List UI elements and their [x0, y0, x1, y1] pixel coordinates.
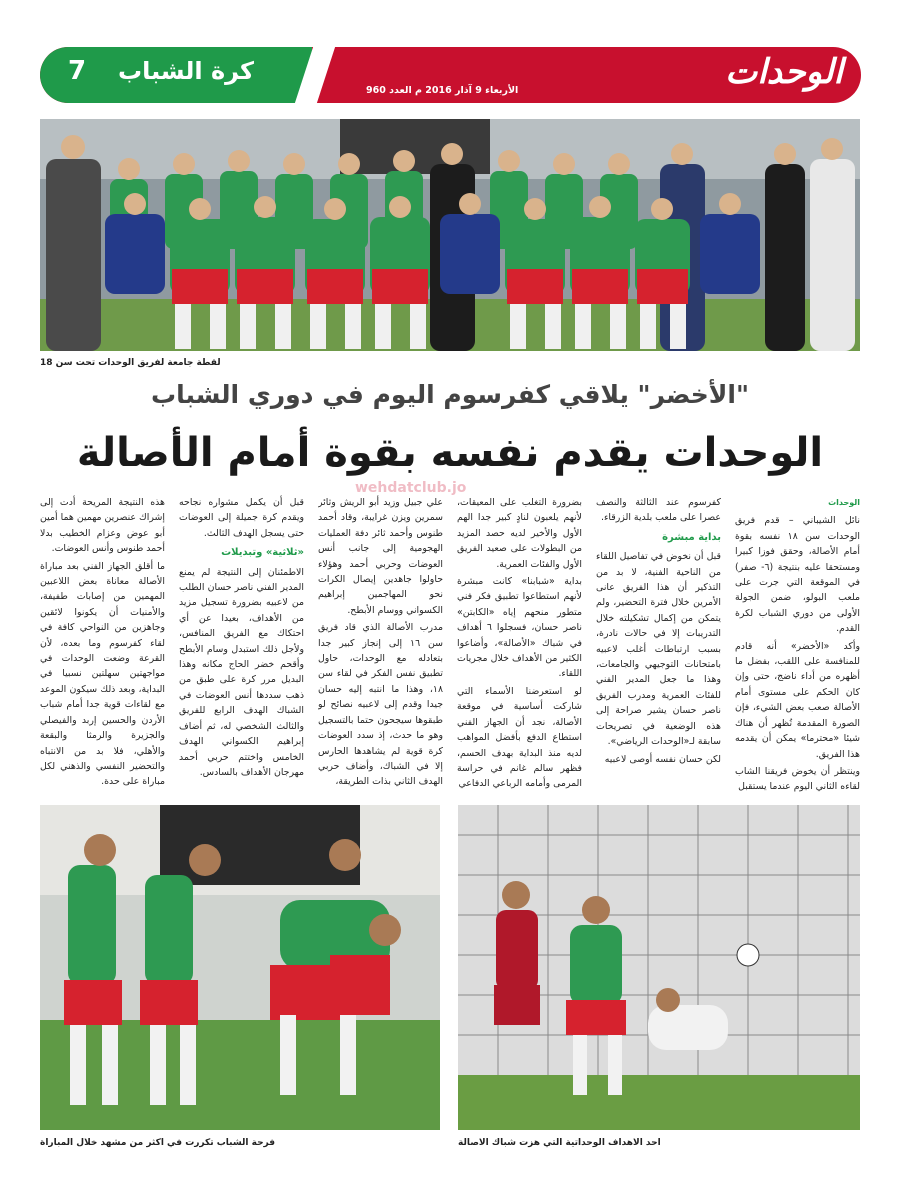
section-title: كرة الشباب: [118, 57, 254, 85]
article-column-4: [318, 495, 443, 795]
article-body: [40, 495, 860, 795]
paragraph: بداية «شبابنا» كانت مبشرة لأنهم استطاعوا تطبيق فكر فني متطور منحهم إياه «الكابتن» ناصر حسان، فسجلوا ٦ أهداف في شباك «الأصالة»، وأضاعوا الكثير من الأهداف خلال مجريات اللقاء.: [457, 576, 582, 680]
paragraph: لكن حسان نفسه أوصى لاعبيه: [604, 753, 721, 765]
paragraph: بضرورة التغلب على المعيقات، لأنهم يلعبون لنادٍ كبير جدا الهم الأول والأخير لديه حصد المزيد من البطولات على صعيد الفريق الأول والفئات العمرية.: [457, 497, 582, 570]
paragraph: علي جبيل وزيد أبو الريش وثائر سمرين ويزن غرايبة، وقاد أحمد طنوس وأحمد ثائر دفة العمليات الهجومية إلى جانب أنس العوضات وحربي أحمد وهؤلاء حاولوا جاهدين إيصال الكرات نحو المهاجمين إبراهيم الكسواني ووسام الأبطح.: [318, 497, 443, 616]
article-kicker: "الأخضر" يلاقي كفرسوم اليوم في دوري الشباب: [151, 380, 749, 409]
brand-logo-text: الوحدات: [725, 52, 843, 92]
paragraph: لو استعرضنا الأسماء التي شاركت أساسية في موقعة الأصالة، نجد أن الجهاز الفني استطاع الدفع بأفضل المواهب لديه منذ البداية بهدف الحسم، فظهر سالم غانم في حراسة المرمى وأمامه الرباعي الدفاعي: [457, 685, 582, 790]
article-subheading: بداية مبشرة: [662, 531, 721, 543]
paragraph: وأكد «الأخضر» أنه قادم للمنافسة على اللقب، بفضل ما أظهره من أداء ناضج، حتى وإن كان الحكم على مستوى أمام الأصالة صعب بعض الشيء، فإن الصورة المقدمة تُظهر أن هناك شيئا «محترما» يمكن أن يقدمه هذا الفريق.: [735, 640, 860, 760]
site-watermark: wehdatclub.jo: [355, 480, 467, 496]
celebration-photo-caption: فرحة الشباب تكررت في اكثر من مشهد خلال المباراة: [40, 1138, 276, 1148]
article-subheading: «ثلاثية» وتبديلات: [221, 547, 304, 559]
article-column-3: [457, 495, 582, 795]
article-column-6: [40, 495, 165, 795]
paragraph: نائل الشيباني – قدم فريق الوحدات سن ١٨ نفسه بقوة أمام الأصالة، وحقق فوزا كبيرا ومستحقا عليه بنتيجة (٦- صفر) في الموقعة التي جرت على ملعب البولو، ضمن الجولة الأولى من دوري الشباب لكرة القدم.: [735, 515, 860, 635]
paragraph: ما أقلق الجهاز الفني بعد مباراة الأصالة معاناة بعض اللاعبين المهمين من إصابات طفيفة، والأمنيات أن يكونوا لائقين وجاهزين من النواحي كافة في لقاء كفرسوم وما بعده، لأن القرعة وضعت الوحدات في مواجهتين سهلتين نسبيا في البداية، وبعد ذلك سيكون الموعد مع لقاءات قوية جدا أمام شباب الأردن والحسين إربد والفيصلي والجزيرة والرمثا والبقعة والأهلي، فلا بد من الانتباه والتحضير النفسي والذهني لكل مباراة على حدة.: [40, 560, 165, 788]
celebration-photo-image: [40, 805, 440, 1130]
paragraph: مدرب الأصالة الذي قاد فريق سن ١٦ إلى إنجاز كبير جدا بتعادله مع الوحدات، حاول تطبيق نفس الفكر في لقاء سن ١٨، وهذا ما انتبه إليه حسان جيدا وقدم إلى لاعبيه نصائح لو طبقوها سيجحون حتما بالتسجيل وهو ما حدث، إذ سدد العوضات كرة قوية لم يشاهدها الحارس إلا في الشباك، وأضاف حربي الهدف الثاني بذات الطريقة،: [318, 622, 443, 788]
article-column-1: [735, 495, 860, 795]
paragraph: وينتظر أن يخوض فريقنا الشاب لقاءه الثاني اليوم عندما يستقبل: [735, 765, 860, 793]
paragraph: قبل أن يكمل مشواره نجاحه ويقدم كرة جميلة إلى العوضات حتى يسجل الهدف الثالث.: [179, 497, 304, 539]
article-column-2: [596, 495, 721, 795]
team-photo-caption: لقطة جامعة لفريق الوحدات تحت سن 18: [40, 358, 221, 368]
article-byline: الوحدات: [828, 498, 860, 507]
goal-photo-image: [458, 805, 860, 1130]
paragraph: الاطمئنان إلى النتيجة لم يمنع المدير الفني ناصر حسان الطلب من لاعبيه بضرورة تسجيل مزيد من الأهداف، بعيدا عن أي احتكاك مع الفريق المنافس، ولأجل ذلك استبدل وسام الأبطح وأقحم خضر الحاج مكانه وهذا البديل مرر كرة على طبق من ذهب سددها أنس العوضات في الشباك الهدف الرابع للفريق والثالث الشخصي له، ثم أضاف إبراهيم الكسواني الهدف الخامس واختتم حربي أحمد مهرجان الأهداف بالسادس.: [179, 566, 304, 778]
article-column-5: [179, 495, 304, 795]
article-headline: الوحدات يقدم نفسه بقوة أمام الأصالة: [76, 430, 824, 476]
page-number: 7: [68, 56, 87, 86]
paragraph: كفرسوم عند الثالثة والنصف عصرا على ملعب بلدية الزرقاء.: [596, 497, 721, 524]
issue-date-line: الأربعاء 9 آذار 2016 م العدد 960: [366, 85, 519, 96]
paragraph: هذه النتيجة المريحة أدت إلى إشراك عنصرين مهمين هما أمين أبو عوض وعزام الخطيب بدلا أحمد طنوس وأنس العوضات.: [40, 497, 165, 555]
paragraph: قبل أن نخوض في تفاصيل اللقاء من الناحية الفنية، لا بد من التذكير أن هذا الفريق عانى الأمرين خلال فترة التحضير، ولم يتمكن من إكمال تشكيلته خلال التدريبات إلا في حالات نادرة، بسبب ارتباطات أغلب لاعبيه بامتحانات التوجيهي والجامعات، وهذا ما جعل المدير الفني للفئات العمرية ومدرب الفريق ناصر حسان يشير صراحة إلى هذه الوضعية في تصريحات سابقة لـ«الوحدات الرياضي».: [596, 551, 721, 748]
team-photo-image: [40, 119, 860, 351]
page-header: [40, 47, 861, 103]
goal-photo-caption: احد الاهداف الوحداتية التي هزت شباك الاصالة: [458, 1138, 661, 1148]
